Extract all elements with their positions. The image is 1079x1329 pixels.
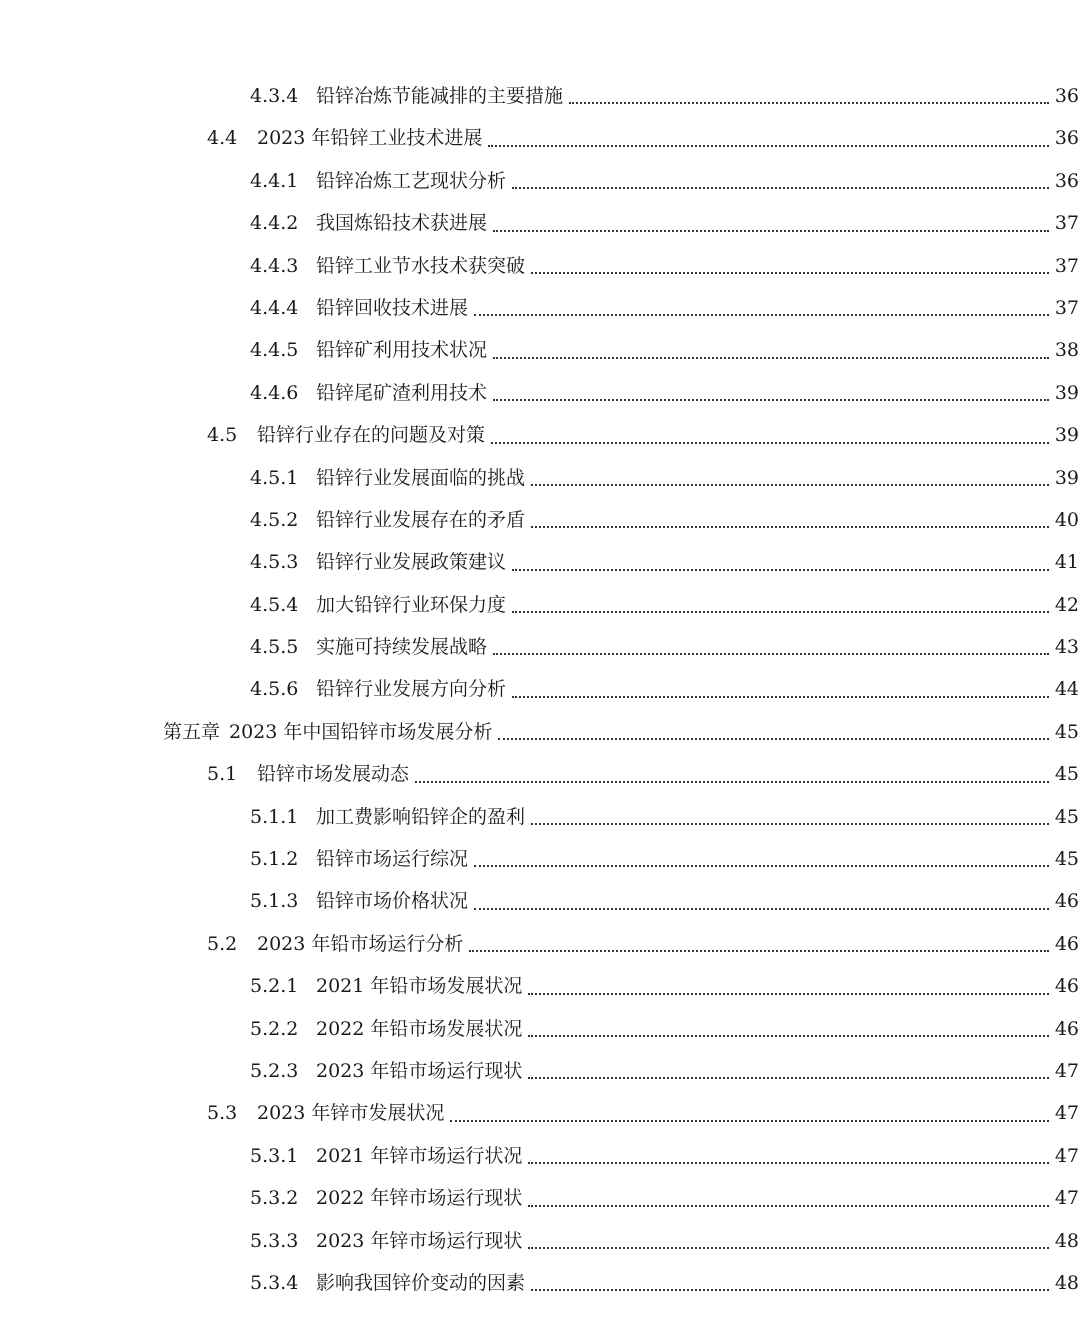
- toc-dot-leader: [512, 541, 1049, 583]
- toc-entry-page-number: 36: [1054, 127, 1079, 150]
- toc-entry-title: 加大铅锌行业环保力度: [316, 593, 507, 616]
- toc-entry[interactable]: [0, 160, 1079, 202]
- toc-entry-page-number: 39: [1054, 424, 1079, 447]
- table-of-contents: [0, 75, 1079, 1304]
- toc-entry-page-number: 45: [1054, 848, 1079, 871]
- toc-dot-leader: [528, 965, 1049, 1007]
- toc-entry[interactable]: [0, 711, 1079, 753]
- toc-entry-number: 4.5.1: [250, 466, 299, 489]
- toc-dot-leader: [531, 245, 1049, 287]
- toc-entry-number: 5.1.1: [250, 805, 299, 828]
- toc-entry[interactable]: [0, 923, 1079, 965]
- toc-entry-number: 4.4.2: [250, 212, 299, 235]
- toc-entry-title: 铅锌市场运行综况: [316, 848, 469, 871]
- toc-dot-leader: [569, 75, 1049, 117]
- toc-entry-page-number: 45: [1054, 720, 1079, 743]
- toc-entry-number: 5.1.3: [250, 890, 299, 913]
- toc-dot-leader: [498, 711, 1049, 753]
- toc-entry[interactable]: [0, 626, 1079, 668]
- toc-entry-page-number: 47: [1054, 1144, 1079, 1167]
- toc-entry[interactable]: [0, 499, 1079, 541]
- toc-entry-page-number: 37: [1054, 212, 1079, 235]
- toc-entry-page-number: 46: [1054, 975, 1079, 998]
- toc-dot-leader: [528, 1177, 1049, 1219]
- toc-entry-title: 铅锌行业发展方向分析: [316, 678, 507, 701]
- toc-dot-leader: [493, 626, 1049, 668]
- toc-entry[interactable]: [0, 1177, 1079, 1219]
- toc-dot-leader: [531, 796, 1049, 838]
- toc-entry-page-number: 37: [1054, 254, 1079, 277]
- toc-entry-page-number: 40: [1054, 508, 1079, 531]
- toc-entry[interactable]: [0, 1220, 1079, 1262]
- toc-entry-page-number: 39: [1054, 381, 1079, 404]
- toc-entry-page-number: 39: [1054, 466, 1079, 489]
- toc-entry-number: 4.4.4: [250, 296, 299, 319]
- toc-entry-number: 4.3.4: [250, 85, 299, 107]
- toc-entry-title: 2023 年铅市场运行现状: [316, 1059, 523, 1082]
- toc-entry-page-number: 47: [1054, 1187, 1079, 1210]
- toc-entry-number: 4.4: [207, 127, 238, 150]
- toc-entry-number: 4.5.2: [250, 508, 299, 531]
- toc-dot-leader: [528, 1008, 1049, 1050]
- toc-entry[interactable]: [0, 329, 1079, 371]
- toc-entry[interactable]: [0, 880, 1079, 922]
- toc-entry-number: 4.4.1: [250, 169, 299, 192]
- toc-entry-title: 铅锌工业节水技术获突破: [316, 254, 526, 277]
- toc-entry-title: 2023 年锌市发展状况: [257, 1102, 445, 1125]
- toc-entry-number: 5.3: [207, 1102, 238, 1125]
- toc-entry[interactable]: [0, 584, 1079, 626]
- toc-entry[interactable]: [0, 1008, 1079, 1050]
- toc-entry-number: 4.4.3: [250, 254, 299, 277]
- toc-entry-page-number: 45: [1054, 763, 1079, 786]
- toc-entry-number: 5.1: [207, 763, 238, 786]
- toc-dot-leader: [512, 584, 1049, 626]
- toc-entry-title: 铅锌尾矿渣利用技术: [316, 381, 488, 404]
- toc-entry-page-number: 37: [1054, 296, 1079, 319]
- toc-entry[interactable]: [0, 1050, 1079, 1092]
- toc-dot-leader: [491, 414, 1049, 456]
- toc-entry-title: 铅锌行业存在的问题及对策: [257, 424, 486, 447]
- toc-entry[interactable]: [0, 457, 1079, 499]
- toc-entry[interactable]: [0, 117, 1079, 159]
- toc-entry-page-number: 36: [1054, 85, 1079, 107]
- toc-dot-leader: [528, 1050, 1049, 1092]
- toc-entry-title: 2023 年中国铅锌市场发展分析: [229, 720, 493, 743]
- toc-entry-title: 我国炼铅技术获进展: [316, 212, 488, 235]
- toc-entry-number: 4.5.5: [250, 636, 299, 659]
- toc-entry-page-number: 47: [1054, 1102, 1079, 1125]
- toc-entry-page-number: 46: [1054, 890, 1079, 913]
- toc-entry-page-number: 48: [1054, 1271, 1079, 1294]
- toc-dot-leader: [474, 838, 1049, 880]
- toc-entry-number: 4.5.3: [250, 551, 299, 574]
- toc-dot-leader: [512, 160, 1049, 202]
- toc-entry[interactable]: [0, 668, 1079, 710]
- toc-entry-title: 2022 年锌市场运行现状: [316, 1187, 523, 1210]
- toc-dot-leader: [474, 880, 1049, 922]
- toc-entry-page-number: 38: [1054, 339, 1079, 362]
- toc-entry-page-number: 43: [1054, 636, 1079, 659]
- toc-entry[interactable]: [0, 372, 1079, 414]
- toc-entry-number: 5.2.3: [250, 1059, 299, 1082]
- toc-entry-page-number: 46: [1054, 932, 1079, 955]
- toc-entry[interactable]: [0, 965, 1079, 1007]
- toc-dot-leader: [493, 202, 1049, 244]
- toc-entry-title: 铅锌行业发展政策建议: [316, 551, 507, 574]
- toc-entry-number: 4.5: [207, 424, 238, 447]
- toc-entry-title: 铅锌冶炼节能减排的主要措施: [316, 85, 564, 107]
- toc-dot-leader: [493, 372, 1049, 414]
- toc-entry[interactable]: [0, 75, 1079, 117]
- toc-dot-leader: [531, 457, 1049, 499]
- toc-entry-page-number: 46: [1054, 1017, 1079, 1040]
- toc-entry-title: 铅锌市场价格状况: [316, 890, 469, 913]
- toc-entry[interactable]: [0, 753, 1079, 795]
- toc-entry-title: 2023 年锌市场运行现状: [316, 1229, 523, 1252]
- toc-entry[interactable]: [0, 414, 1079, 456]
- toc-entry-page-number: 47: [1054, 1059, 1079, 1082]
- toc-entry-title: 加工费影响铅锌企的盈利: [316, 805, 526, 828]
- toc-entry-title: 2023 年铅锌工业技术进展: [257, 127, 483, 150]
- toc-entry-number: 4.4.5: [250, 339, 299, 362]
- toc-entry-title: 影响我国锌价变动的因素: [316, 1271, 526, 1294]
- toc-dot-leader: [474, 287, 1049, 329]
- toc-entry-number: 5.3.4: [250, 1271, 299, 1294]
- toc-entry[interactable]: [0, 202, 1079, 244]
- toc-entry-number: 第五章: [163, 720, 221, 743]
- toc-entry-title: 铅锌行业发展存在的矛盾: [316, 508, 526, 531]
- toc-entry-title: 2021 年锌市场运行状况: [316, 1144, 523, 1167]
- toc-entry-title: 铅锌行业发展面临的挑战: [316, 466, 526, 489]
- toc-entry-number: 4.4.6: [250, 381, 299, 404]
- toc-entry[interactable]: [0, 1135, 1079, 1177]
- toc-entry-page-number: 45: [1054, 805, 1079, 828]
- toc-entry-page-number: 44: [1054, 678, 1079, 701]
- toc-entry-page-number: 36: [1054, 169, 1079, 192]
- toc-dot-leader: [469, 923, 1049, 965]
- toc-entry-number: 5.2.1: [250, 975, 299, 998]
- toc-entry-title: 2022 年铅市场发展状况: [316, 1017, 523, 1040]
- toc-entry-number: 5.3.2: [250, 1187, 299, 1210]
- toc-entry-page-number: 48: [1054, 1229, 1079, 1252]
- toc-dot-leader: [415, 753, 1049, 795]
- toc-entry-page-number: 41: [1054, 551, 1079, 574]
- toc-entry-title: 2023 年铅市场运行分析: [257, 932, 464, 955]
- toc-entry-page-number: 42: [1054, 593, 1079, 616]
- toc-entry-title: 实施可持续发展战略: [316, 636, 488, 659]
- toc-entry-number: 5.2.2: [250, 1017, 299, 1040]
- toc-entry-number: 5.2: [207, 932, 238, 955]
- toc-entry[interactable]: [0, 1092, 1079, 1134]
- toc-dot-leader: [512, 668, 1049, 710]
- toc-dot-leader: [450, 1092, 1049, 1134]
- toc-entry[interactable]: [0, 245, 1079, 287]
- toc-entry-title: 2021 年铅市场发展状况: [316, 975, 523, 998]
- toc-dot-leader: [531, 499, 1049, 541]
- toc-entry-number: 5.3.1: [250, 1144, 299, 1167]
- toc-entry[interactable]: [0, 838, 1079, 880]
- toc-dot-leader: [528, 1220, 1049, 1262]
- toc-entry-title: 铅锌市场发展动态: [257, 763, 410, 786]
- toc-entry-title: 铅锌矿利用技术状况: [316, 339, 488, 362]
- toc-dot-leader: [493, 329, 1049, 371]
- toc-entry-number: 5.1.2: [250, 848, 299, 871]
- toc-entry-title: 铅锌冶炼工艺现状分析: [316, 169, 507, 192]
- toc-dot-leader: [531, 1262, 1049, 1304]
- toc-dot-leader: [528, 1135, 1049, 1177]
- toc-entry[interactable]: [0, 796, 1079, 838]
- toc-entry-number: 5.3.3: [250, 1229, 299, 1252]
- toc-entry[interactable]: [0, 1262, 1079, 1304]
- toc-entry-number: 4.5.6: [250, 678, 299, 701]
- toc-entry[interactable]: [0, 287, 1079, 329]
- toc-entry-title: 铅锌回收技术进展: [316, 296, 469, 319]
- toc-entry-number: 4.5.4: [250, 593, 299, 616]
- toc-dot-leader: [488, 117, 1049, 159]
- toc-entry[interactable]: [0, 541, 1079, 583]
